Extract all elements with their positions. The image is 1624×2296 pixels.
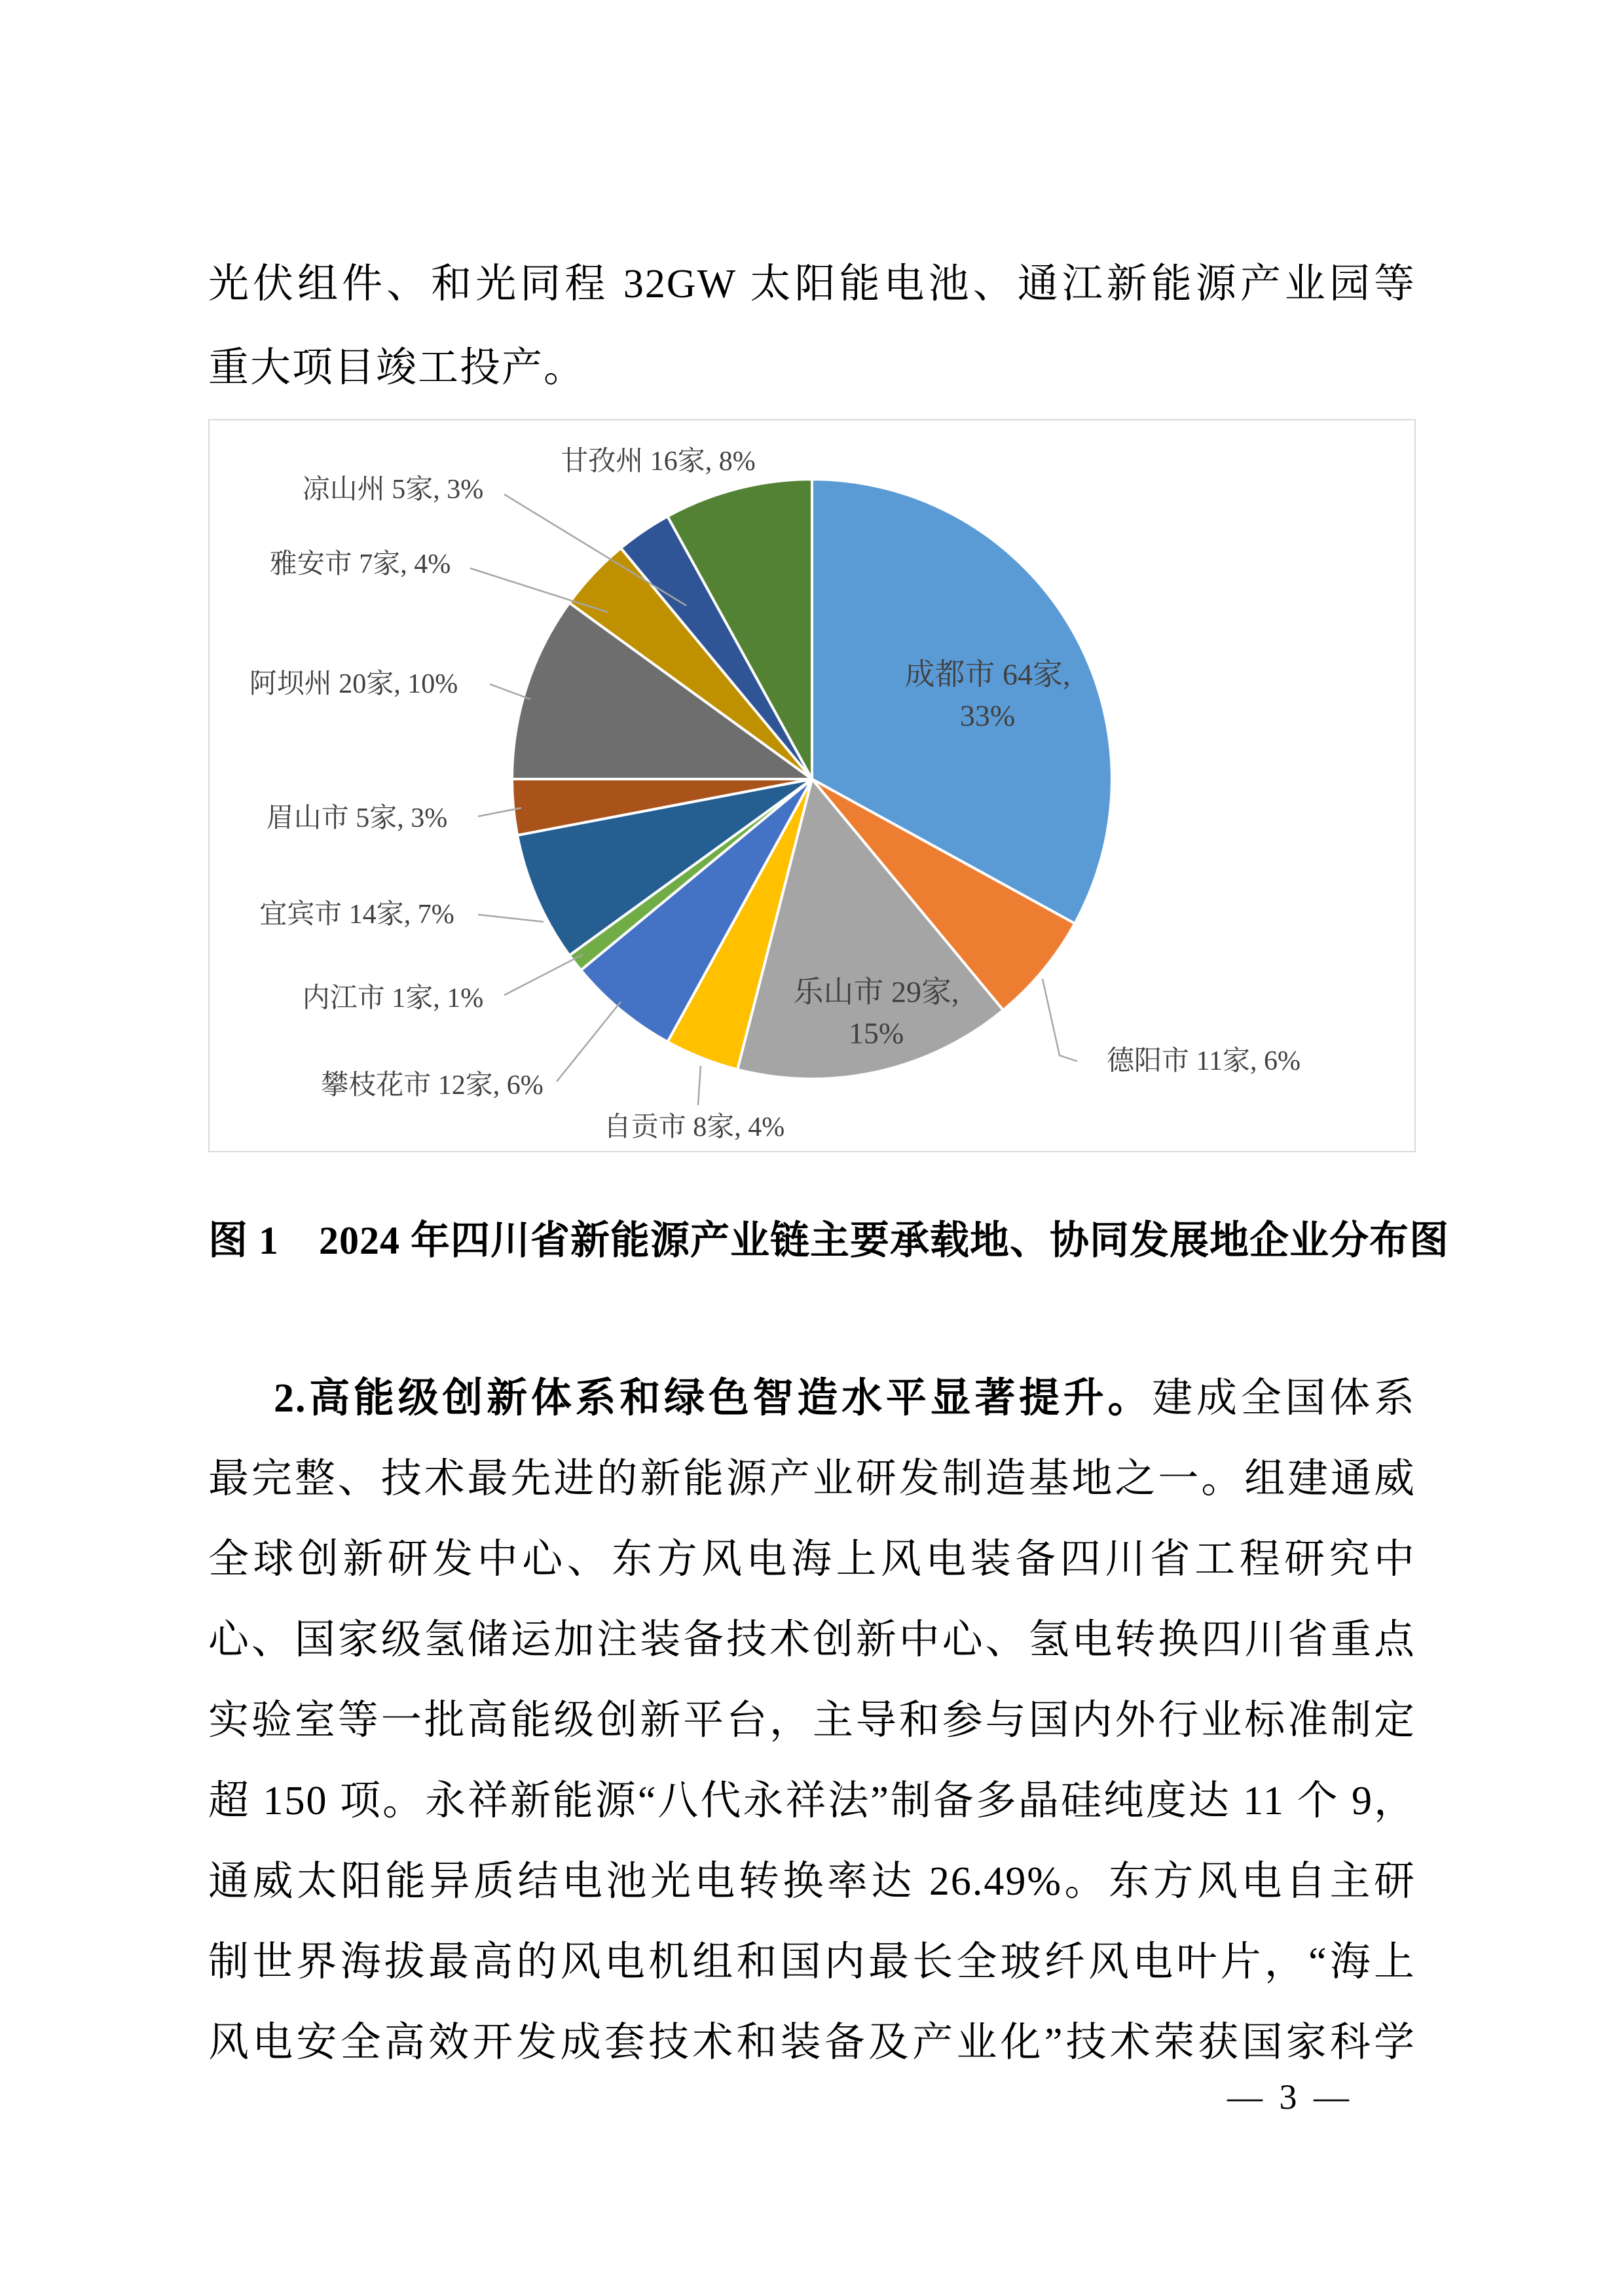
pie-data-label: 内江市 1家, 1% xyxy=(302,983,484,1013)
body-text-line: 重大项目竣工投产。 xyxy=(208,346,586,390)
pie-data-label: 15% xyxy=(848,1016,904,1050)
body-text-line xyxy=(208,1358,1416,1439)
pie-data-label: 阿坝州 20家, 10% xyxy=(249,669,458,699)
body-text-span: 建成全国体系 xyxy=(1152,1376,1416,1421)
pie-data-label: 德阳市 11家, 6% xyxy=(1107,1046,1301,1076)
body-text-line: 通威太阳能异质结电池光电转换率达 26.49%。东方风电自主研 xyxy=(208,1859,1416,1904)
body-text-line: 实验室等一批高能级创新平台，主导和参与国内外行业标准制定 xyxy=(208,1698,1416,1743)
body-text-line: 超 150 项。永祥新能源“八代永祥法”制备多晶硅纯度达 11 个 9， xyxy=(208,1779,1416,1823)
body-text-line: 制世界海拔最高的风电机组和国内最长全玻纤风电叶片，“海上 xyxy=(208,1940,1416,1984)
pie-data-label: 自贡市 8家, 4% xyxy=(603,1112,785,1142)
label-leader-line xyxy=(478,915,544,922)
body-text-line: 全球创新研发中心、东方风电海上风电装备四川省工程研究中 xyxy=(208,1537,1416,1582)
pie-data-label: 攀枝花市 12家, 6% xyxy=(321,1070,544,1101)
pie-data-label: 眉山市 5家, 3% xyxy=(266,803,448,833)
page-number: — 3 — xyxy=(1227,2077,1353,2117)
body-paragraph-main xyxy=(208,1358,1416,2083)
label-leader-line xyxy=(1043,979,1077,1061)
pie-data-label: 成都市 64家, xyxy=(904,657,1071,691)
body-paragraph-top xyxy=(208,242,1416,410)
label-leader-line xyxy=(504,955,583,995)
pie-data-label: 33% xyxy=(959,699,1016,733)
pie-data-label: 乐山市 29家, xyxy=(793,975,959,1009)
label-leader-line xyxy=(557,1002,621,1082)
bold-lead-sentence: 2.高能级创新体系和绿色智造水平显著提升。 xyxy=(274,1376,1153,1421)
pie-data-label: 宜宾市 14家, 7% xyxy=(259,900,454,930)
label-leader-line xyxy=(698,1066,701,1105)
figure-chart-area xyxy=(208,419,1416,1152)
pie-data-label: 凉山州 5家, 3% xyxy=(302,475,484,505)
pie-data-label: 雅安市 7家, 4% xyxy=(269,549,451,579)
pie-data-label: 甘孜州 16家, 8% xyxy=(561,446,756,477)
figure-caption: 图 1 2024 年四川省新能源产业链主要承载地、协同发展地企业分布图 xyxy=(208,1219,1449,1262)
body-text-line: 光伏组件、和光同程 32GW 太阳能电池、通江新能源产业园等 xyxy=(208,262,1416,306)
body-text-line: 风电安全高效开发成套技术和装备及产业化”技术荣获国家科学 xyxy=(208,2020,1416,2065)
body-text-line: 心、国家级氢储运加注装备技术创新中心、氢电转换四川省重点 xyxy=(208,1618,1416,1662)
figure-pie-chart xyxy=(208,419,1416,1152)
body-text-line: 最完整、技术最先进的新能源产业研发制造基地之一。组建通威 xyxy=(208,1457,1416,1501)
